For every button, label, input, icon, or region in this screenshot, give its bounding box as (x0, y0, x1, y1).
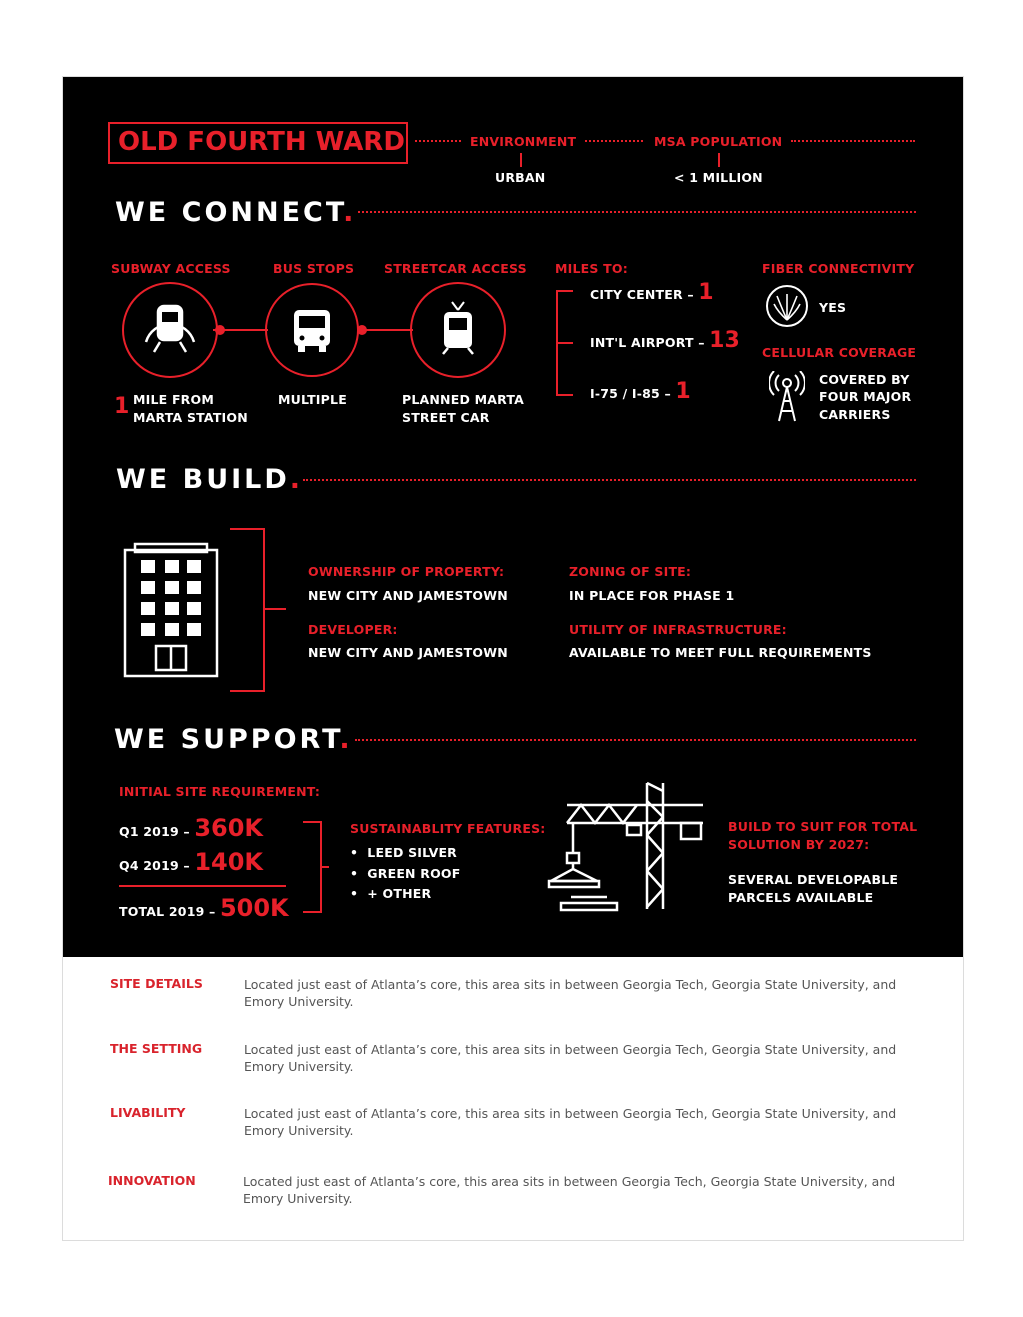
environment-value: URBAN (495, 170, 546, 185)
heading-text: WE BUILD (116, 464, 290, 495)
subway-value-line2: MARTA STATION (133, 410, 248, 425)
subway-value-line1: MILE FROM (133, 392, 214, 407)
total-label: TOTAL 2019 – (119, 904, 216, 919)
transit-icons (118, 280, 513, 380)
detail-text-site: Located just east of Atlanta’s core, this area sits in between Georgia Tech, Georgia State University, and Emory University. (244, 977, 897, 1009)
miles-bracket (553, 289, 583, 399)
streetcar-value-line1: PLANNED MARTA (402, 392, 524, 407)
total-row (119, 894, 289, 922)
build-divider (303, 479, 916, 481)
streetcar-value-line2: STREET CAR (402, 410, 490, 425)
environment-label: ENVIRONMENT (470, 134, 577, 149)
miles-value: 1 (675, 379, 691, 404)
header-divider (415, 140, 461, 142)
streetcar-label: STREETCAR ACCESS (384, 261, 527, 276)
q4-value: 140K (194, 848, 264, 876)
section-heading-build: WE BUILD. (116, 464, 304, 495)
developer-value: NEW CITY AND JAMESTOWN (308, 645, 508, 660)
support-divider (355, 739, 916, 741)
detail-title-site: SITE DETAILS (110, 976, 203, 991)
population-connector (718, 153, 720, 167)
subway-icon (146, 306, 194, 352)
zoning-value: IN PLACE FOR PHASE 1 (569, 588, 735, 603)
initial-requirement-label: INITIAL SITE REQUIREMENT: (119, 784, 321, 799)
developer-label: DEVELOPER: (308, 622, 398, 637)
detail-title-innovation: INNOVATION (108, 1173, 196, 1188)
zoning-label: ZONING OF SITE: (569, 564, 692, 579)
population-label: MSA POPULATION (654, 134, 783, 149)
q1-label: Q1 2019 – (119, 824, 190, 839)
miles-airport (590, 328, 740, 353)
crane-icon (547, 781, 707, 913)
q4-label: Q4 2019 – (119, 858, 190, 873)
detail-title-livability: LIVABILITY (110, 1105, 186, 1120)
cellular-value-line2: FOUR MAJOR (819, 389, 912, 404)
building-icon (123, 542, 221, 679)
detail-text-setting: Located just east of Atlanta’s core, this area sits in between Georgia Tech, Georgia State University, and Emory University. (244, 1042, 897, 1074)
q1-row (119, 814, 263, 842)
detail-text-innovation: Located just east of Atlanta’s core, this area sits in between Georgia Tech, Georgia State University, and Emory University. (243, 1174, 896, 1206)
feature-text: GREEN ROOF (367, 866, 461, 881)
build-bracket (228, 527, 288, 693)
environment-connector (520, 153, 522, 167)
miles-name: INT'L AIRPORT – (590, 335, 705, 350)
miles-label: MILES TO: (555, 261, 628, 276)
detail-text-livability: Located just east of Atlanta’s core, this area sits in between Georgia Tech, Georgia State University, and Emory University. (244, 1106, 897, 1138)
miles-name: CITY CENTER – (590, 287, 694, 302)
miles-city-center (590, 280, 714, 305)
page-title: OLD FOURTH WARD (118, 127, 405, 157)
miles-name: I-75 / I-85 – (590, 386, 671, 401)
infographic-panel (63, 77, 963, 957)
q1-value: 360K (194, 814, 264, 842)
section-heading-connect: WE CONNECT. (115, 197, 357, 228)
feature-text: + OTHER (367, 886, 432, 901)
ownership-value: NEW CITY AND JAMESTOWN (308, 588, 508, 603)
cell-tower-icon (769, 371, 805, 423)
build-to-suit-label-line2: SOLUTION BY 2027: (728, 837, 870, 852)
feature-item: • LEED SILVER (350, 845, 458, 860)
subway-number: 1 (114, 394, 130, 419)
subway-label: SUBWAY ACCESS (111, 261, 231, 276)
detail-title-setting: THE SETTING (110, 1041, 203, 1056)
population-value: < 1 MILLION (674, 170, 763, 185)
fiber-value: YES (819, 300, 847, 315)
miles-value: 1 (698, 280, 714, 305)
fiber-icon (765, 284, 809, 328)
cellular-value-line3: CARRIERS (819, 407, 891, 422)
heading-text: WE CONNECT (115, 197, 344, 228)
sum-rule (119, 885, 286, 887)
utility-value: AVAILABLE TO MEET FULL REQUIREMENTS (569, 645, 872, 660)
connect-divider (358, 211, 916, 213)
feature-item: • + OTHER (350, 886, 432, 901)
miles-value: 13 (709, 328, 740, 353)
header-divider (585, 140, 643, 142)
build-to-suit-label-line1: BUILD TO SUIT FOR TOTAL (728, 819, 918, 834)
total-value: 500K (219, 894, 289, 922)
heading-text: WE SUPPORT (114, 724, 340, 755)
miles-interstate (590, 379, 691, 404)
q4-row (119, 848, 263, 876)
section-heading-support: WE SUPPORT. (114, 724, 353, 755)
ownership-label: OWNERSHIP OF PROPERTY: (308, 564, 505, 579)
build-to-suit-value-line1: SEVERAL DEVELOPABLE (728, 872, 899, 887)
feature-text: LEED SILVER (367, 845, 458, 860)
build-to-suit-value-line2: PARCELS AVAILABLE (728, 890, 874, 905)
cellular-label: CELLULAR COVERAGE (762, 345, 917, 360)
utility-label: UTILITY OF INFRASTRUCTURE: (569, 622, 787, 637)
fiber-label: FIBER CONNECTIVITY (762, 261, 915, 276)
streetcar-icon (443, 302, 473, 354)
sustainability-label: SUSTAINABLITY FEATURES: (350, 821, 546, 836)
support-bracket (301, 820, 331, 915)
cellular-value-line1: COVERED BY (819, 372, 910, 387)
bus-value: MULTIPLE (278, 392, 347, 407)
header-divider (791, 140, 915, 142)
feature-item: • GREEN ROOF (350, 866, 461, 881)
bus-icon (294, 310, 330, 352)
bus-label: BUS STOPS (273, 261, 355, 276)
